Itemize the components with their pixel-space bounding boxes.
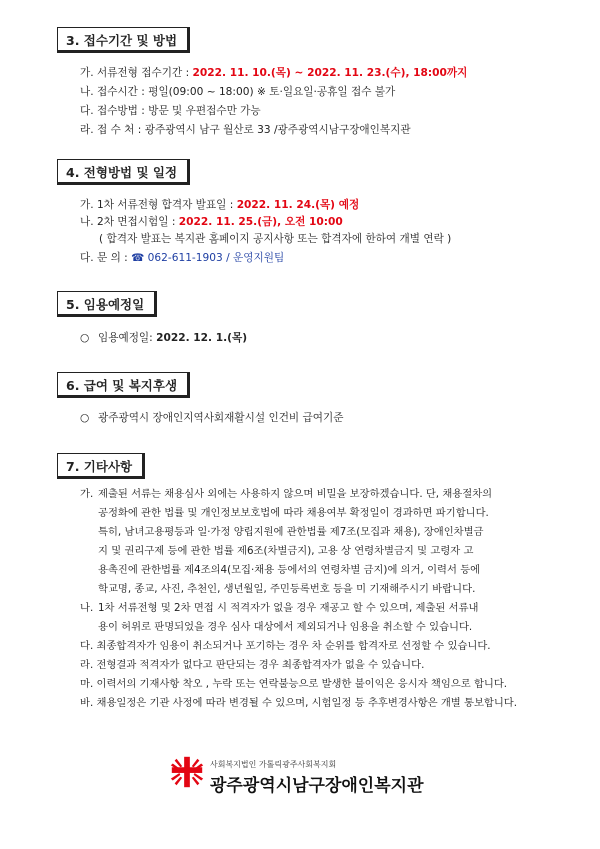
section-title-5: 5. 임용예정일 bbox=[57, 291, 157, 317]
s3-period-value: 2022. 11. 10.(목) ~ 2022. 11. 23.(수), 18:00까지 bbox=[192, 67, 468, 79]
footer-org-name: 광주광역시남구장애인복지관 bbox=[210, 776, 424, 796]
s4-interview-date: 나. 2차 면접시험일 : 2022. 11. 25.(금), 오전 10:00 bbox=[80, 216, 343, 228]
s7-item-a: 가. 제출된 서류는 채용심사 외에는 사용하지 않으며 비밀을 보장하겠습니다. 단, 채용절차의 공정화에 관한 법률 및 개인정보보호법에 따라 채용여부 확정일이 경과하면 파기합니다. 특히, 남녀고용평등과 일·가정 양립지원에 관한법률 제7조(모집과 채용), 장애인차별금 지 및 권리구제 등에 관한 법률 제6조(차별금지), 고용 상 연령차별금지 및 고령자 고 용촉진에 관한법률 제4조의4(모집·채용 등에서의 연령차별 금지)에 의거, 이력서 등에 학교명, 종교, 사진, 추천인, 생년월일, 주민등록번호 등을 미 기재해주시기 바랍니다. bbox=[80, 488, 493, 595]
s3-application-place: 라. 접 수 처 : 광주광역시 남구 월산로 33 /광주광역시남구장애인복지관 bbox=[80, 124, 411, 136]
caritas-cross-logo-icon bbox=[168, 753, 206, 791]
s7-item-b: 나. 1차 서류전형 및 2차 면접 시 적격자가 없을 경우 재공고 할 수 있으며, 제출된 서류내 용이 허위로 판명되었을 경우 심사 대상에서 제외되거나 임용을 취소할 수 있습니다. bbox=[80, 602, 479, 633]
s3-application-period: 가. 서류전형 접수기간 : 2022. 11. 10.(목) ~ 2022. 11. 23.(수), 18:00까지 bbox=[80, 67, 468, 79]
s4-interview-value: 2022. 11. 25.(금), 오전 10:00 bbox=[178, 216, 343, 228]
s4-first-announcement: 가. 1차 서류전형 합격자 발표일 : 2022. 11. 24.(목) 예정 bbox=[80, 199, 360, 211]
s7-item-f: 바. 채용일정은 기관 사정에 따라 변경될 수 있으며, 시험일정 등 추후변경사항은 개별 통보합니다. bbox=[80, 697, 518, 709]
s3-application-hours: 나. 접수시간 : 평일(09:00 ~ 18:00) ※ 토·일요일·공휴일 접수 불가 bbox=[80, 86, 396, 98]
s5-appointment-date: ○ 임용예정일: 2022. 12. 1.(목) bbox=[80, 332, 248, 344]
section-title-3: 3. 접수기간 및 방법 bbox=[57, 27, 190, 53]
s6-salary-item: ○ 광주광역시 장애인지역사회재활시설 인건비 급여기준 bbox=[80, 412, 344, 424]
s7-item-e: 마. 이력서의 기재사항 착오 , 누락 또는 연락불능으로 발생한 불이익은 응시자 책임으로 합니다. bbox=[80, 678, 508, 690]
s4-note: ( 합격자 발표는 복지관 홈페이지 공지사항 또는 합격자에 한하여 개별 연락 ) bbox=[99, 233, 452, 245]
s7-item-d: 라. 전형결과 적격자가 없다고 판단되는 경우 최종합격자가 없을 수 있습니다. bbox=[80, 659, 425, 671]
s3-application-method: 다. 접수방법 : 방문 및 우편접수만 가능 bbox=[80, 105, 261, 117]
s7-item-c: 다. 최종합격자가 임용이 취소되거나 포기하는 경우 차 순위를 합격자로 선정할 수 있습니다. bbox=[80, 640, 491, 652]
s4-announcement-date: 2022. 11. 24.(목) 예정 bbox=[236, 199, 360, 211]
s5-date-value: 2022. 12. 1.(목) bbox=[156, 332, 248, 344]
circle-bullet-icon: ○ bbox=[80, 332, 90, 344]
section-title-7: 7. 기타사항 bbox=[57, 453, 145, 479]
footer-parent-org: 사회복지법인 가톨릭광주사회복지회 bbox=[210, 760, 337, 769]
circle-bullet-icon: ○ bbox=[80, 412, 90, 424]
section-title-4: 4. 전형방법 및 일정 bbox=[57, 159, 190, 185]
section-title-6: 6. 급여 및 복지후생 bbox=[57, 372, 190, 398]
s4-contact: 다. 문 의 : ☎ 062-611-1903 / 운영지원팀 bbox=[80, 252, 285, 264]
s4-contact-value: ☎ 062-611-1903 / 운영지원팀 bbox=[131, 252, 285, 264]
